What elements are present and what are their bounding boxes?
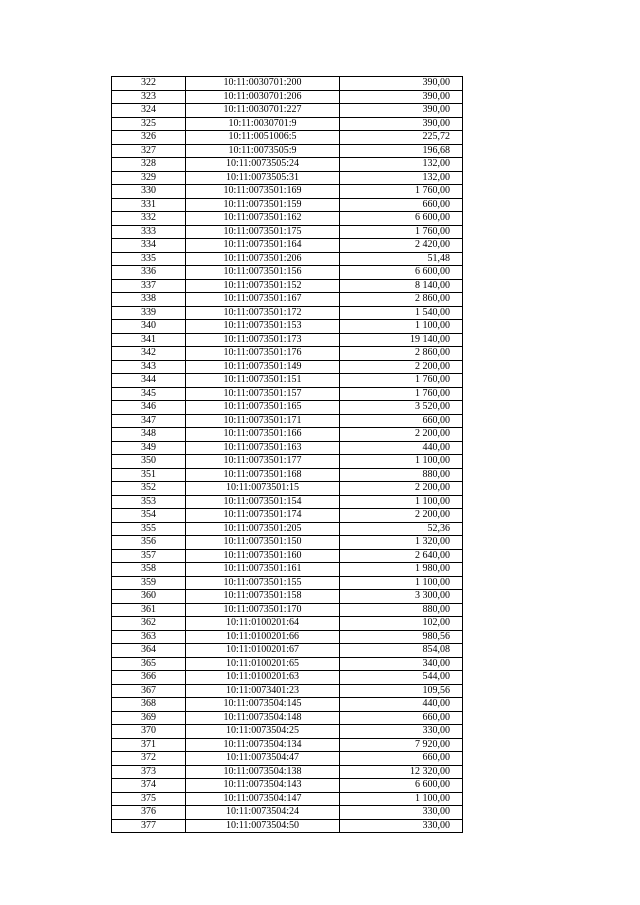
cadastral-number: 10:11:0073501:157 — [186, 387, 340, 401]
cadastral-number: 10:11:0073504:138 — [186, 765, 340, 779]
table-row — [112, 198, 463, 212]
land-plot-table — [111, 76, 463, 833]
row-number: 359 — [112, 576, 186, 590]
amount-value: 880,00 — [340, 603, 463, 617]
amount-value: 196,68 — [340, 144, 463, 158]
cadastral-number: 10:11:0100201:67 — [186, 644, 340, 658]
cadastral-number: 10:11:0073501:167 — [186, 293, 340, 307]
row-number: 372 — [112, 752, 186, 766]
table-row — [112, 509, 463, 523]
cadastral-number: 10:11:0073504:148 — [186, 711, 340, 725]
table-row — [112, 603, 463, 617]
cadastral-number: 10:11:0073501:150 — [186, 536, 340, 550]
table-row — [112, 144, 463, 158]
cadastral-number: 10:11:0073505:24 — [186, 158, 340, 172]
cadastral-number: 10:11:0073501:156 — [186, 266, 340, 280]
table-row — [112, 320, 463, 334]
table-row — [112, 576, 463, 590]
amount-value: 1 540,00 — [340, 306, 463, 320]
row-number: 360 — [112, 590, 186, 604]
amount-value: 390,00 — [340, 77, 463, 91]
row-number: 361 — [112, 603, 186, 617]
cadastral-number: 10:11:0100201:66 — [186, 630, 340, 644]
table-row — [112, 725, 463, 739]
row-number: 377 — [112, 819, 186, 833]
cadastral-number: 10:11:0073501:161 — [186, 563, 340, 577]
cadastral-number: 10:11:0073501:163 — [186, 441, 340, 455]
row-number: 369 — [112, 711, 186, 725]
row-number: 349 — [112, 441, 186, 455]
row-number: 323 — [112, 90, 186, 104]
amount-value: 660,00 — [340, 198, 463, 212]
row-number: 342 — [112, 347, 186, 361]
amount-value: 440,00 — [340, 441, 463, 455]
amount-value: 8 140,00 — [340, 279, 463, 293]
cadastral-number: 10:11:0073501:151 — [186, 374, 340, 388]
cadastral-number: 10:11:0073501:152 — [186, 279, 340, 293]
table-row — [112, 90, 463, 104]
table-row — [112, 792, 463, 806]
amount-value: 980,56 — [340, 630, 463, 644]
table-row — [112, 428, 463, 442]
table-row — [112, 752, 463, 766]
row-number: 333 — [112, 225, 186, 239]
amount-value: 2 200,00 — [340, 360, 463, 374]
row-number: 329 — [112, 171, 186, 185]
table-row — [112, 536, 463, 550]
cadastral-number: 10:11:0073501:173 — [186, 333, 340, 347]
cadastral-number: 10:11:0073505:9 — [186, 144, 340, 158]
row-number: 370 — [112, 725, 186, 739]
table-row — [112, 185, 463, 199]
amount-value: 1 760,00 — [340, 387, 463, 401]
table-row — [112, 657, 463, 671]
row-number: 338 — [112, 293, 186, 307]
cadastral-number: 10:11:0073501:158 — [186, 590, 340, 604]
row-number: 357 — [112, 549, 186, 563]
amount-value: 12 320,00 — [340, 765, 463, 779]
table-row — [112, 441, 463, 455]
table-row — [112, 414, 463, 428]
table-row — [112, 104, 463, 118]
table-body — [112, 77, 463, 833]
table-row — [112, 306, 463, 320]
cadastral-number: 10:11:0073501:170 — [186, 603, 340, 617]
cadastral-number: 10:11:0051006:5 — [186, 131, 340, 145]
amount-value: 2 860,00 — [340, 347, 463, 361]
table-row — [112, 360, 463, 374]
cadastral-number: 10:11:0073501:160 — [186, 549, 340, 563]
cadastral-number: 10:11:0073504:47 — [186, 752, 340, 766]
table-row — [112, 77, 463, 91]
amount-value: 2 200,00 — [340, 509, 463, 523]
row-number: 326 — [112, 131, 186, 145]
table-row — [112, 630, 463, 644]
table-row — [112, 779, 463, 793]
amount-value: 51,48 — [340, 252, 463, 266]
table-row — [112, 590, 463, 604]
amount-value: 1 320,00 — [340, 536, 463, 550]
table-row — [112, 765, 463, 779]
cadastral-number: 10:11:0073501:175 — [186, 225, 340, 239]
amount-value: 1 100,00 — [340, 320, 463, 334]
amount-value: 2 200,00 — [340, 482, 463, 496]
table-row — [112, 698, 463, 712]
amount-value: 440,00 — [340, 698, 463, 712]
cadastral-number: 10:11:0073504:24 — [186, 806, 340, 820]
table-row — [112, 239, 463, 253]
cadastral-number: 10:11:0073504:25 — [186, 725, 340, 739]
table-row — [112, 711, 463, 725]
cadastral-number: 10:11:0073504:147 — [186, 792, 340, 806]
cadastral-number: 10:11:0073501:153 — [186, 320, 340, 334]
row-number: 345 — [112, 387, 186, 401]
amount-value: 132,00 — [340, 171, 463, 185]
cadastral-number: 10:11:0073501:149 — [186, 360, 340, 374]
amount-value: 2 860,00 — [340, 293, 463, 307]
amount-value: 19 140,00 — [340, 333, 463, 347]
cadastral-number: 10:11:0073501:169 — [186, 185, 340, 199]
row-number: 371 — [112, 738, 186, 752]
amount-value: 109,56 — [340, 684, 463, 698]
table-row — [112, 738, 463, 752]
table-row — [112, 806, 463, 820]
cadastral-number: 10:11:0073504:134 — [186, 738, 340, 752]
amount-value: 132,00 — [340, 158, 463, 172]
cadastral-number: 10:11:0073501:177 — [186, 455, 340, 469]
cadastral-number: 10:11:0073504:145 — [186, 698, 340, 712]
cadastral-number: 10:11:0073501:165 — [186, 401, 340, 415]
amount-value: 7 920,00 — [340, 738, 463, 752]
amount-value: 660,00 — [340, 414, 463, 428]
amount-value: 2 200,00 — [340, 428, 463, 442]
table-row — [112, 468, 463, 482]
cadastral-number: 10:11:0073501:205 — [186, 522, 340, 536]
cadastral-number: 10:11:0073501:155 — [186, 576, 340, 590]
cadastral-number: 10:11:0073501:176 — [186, 347, 340, 361]
amount-value: 1 980,00 — [340, 563, 463, 577]
row-number: 364 — [112, 644, 186, 658]
amount-value: 3 300,00 — [340, 590, 463, 604]
row-number: 334 — [112, 239, 186, 253]
row-number: 340 — [112, 320, 186, 334]
table-row — [112, 279, 463, 293]
table-row — [112, 522, 463, 536]
row-number: 366 — [112, 671, 186, 685]
amount-value: 544,00 — [340, 671, 463, 685]
cadastral-number: 10:11:0073501:174 — [186, 509, 340, 523]
cadastral-number: 10:11:0073501:171 — [186, 414, 340, 428]
row-number: 374 — [112, 779, 186, 793]
table-row — [112, 212, 463, 226]
amount-value: 2 640,00 — [340, 549, 463, 563]
table-row — [112, 225, 463, 239]
row-number: 363 — [112, 630, 186, 644]
row-number: 330 — [112, 185, 186, 199]
table-row — [112, 617, 463, 631]
table-row — [112, 252, 463, 266]
amount-value: 660,00 — [340, 711, 463, 725]
amount-value: 1 100,00 — [340, 576, 463, 590]
amount-value: 3 520,00 — [340, 401, 463, 415]
cadastral-number: 10:11:0073501:164 — [186, 239, 340, 253]
amount-value: 1 100,00 — [340, 792, 463, 806]
amount-value: 6 600,00 — [340, 212, 463, 226]
row-number: 353 — [112, 495, 186, 509]
table-row — [112, 401, 463, 415]
cadastral-number: 10:11:0073501:166 — [186, 428, 340, 442]
row-number: 354 — [112, 509, 186, 523]
amount-value: 1 100,00 — [340, 455, 463, 469]
cadastral-number: 10:11:0073501:154 — [186, 495, 340, 509]
table-row — [112, 266, 463, 280]
cadastral-number: 10:11:0100201:63 — [186, 671, 340, 685]
table-row — [112, 158, 463, 172]
row-number: 368 — [112, 698, 186, 712]
cadastral-number: 10:11:0030701:200 — [186, 77, 340, 91]
cadastral-number: 10:11:0100201:64 — [186, 617, 340, 631]
row-number: 336 — [112, 266, 186, 280]
row-number: 337 — [112, 279, 186, 293]
row-number: 343 — [112, 360, 186, 374]
row-number: 358 — [112, 563, 186, 577]
cadastral-number: 10:11:0073401:23 — [186, 684, 340, 698]
row-number: 335 — [112, 252, 186, 266]
amount-value: 1 100,00 — [340, 495, 463, 509]
table-row — [112, 347, 463, 361]
row-number: 348 — [112, 428, 186, 442]
row-number: 351 — [112, 468, 186, 482]
row-number: 347 — [112, 414, 186, 428]
amount-value: 854,08 — [340, 644, 463, 658]
row-number: 332 — [112, 212, 186, 226]
cadastral-number: 10:11:0073501:15 — [186, 482, 340, 496]
row-number: 346 — [112, 401, 186, 415]
table-row — [112, 671, 463, 685]
amount-value: 390,00 — [340, 90, 463, 104]
row-number: 328 — [112, 158, 186, 172]
cadastral-number: 10:11:0073504:50 — [186, 819, 340, 833]
row-number: 350 — [112, 455, 186, 469]
amount-value: 102,00 — [340, 617, 463, 631]
row-number: 327 — [112, 144, 186, 158]
table-row — [112, 819, 463, 833]
cadastral-number: 10:11:0073501:168 — [186, 468, 340, 482]
row-number: 376 — [112, 806, 186, 820]
amount-value: 1 760,00 — [340, 374, 463, 388]
row-number: 322 — [112, 77, 186, 91]
amount-value: 330,00 — [340, 725, 463, 739]
row-number: 324 — [112, 104, 186, 118]
row-number: 356 — [112, 536, 186, 550]
cadastral-number: 10:11:0073501:206 — [186, 252, 340, 266]
cadastral-number: 10:11:0100201:65 — [186, 657, 340, 671]
row-number: 325 — [112, 117, 186, 131]
row-number: 341 — [112, 333, 186, 347]
row-number: 331 — [112, 198, 186, 212]
amount-value: 390,00 — [340, 104, 463, 118]
row-number: 344 — [112, 374, 186, 388]
row-number: 362 — [112, 617, 186, 631]
row-number: 373 — [112, 765, 186, 779]
row-number: 365 — [112, 657, 186, 671]
cadastral-number: 10:11:0073504:143 — [186, 779, 340, 793]
table-row — [112, 482, 463, 496]
cadastral-number: 10:11:0073505:31 — [186, 171, 340, 185]
table-row — [112, 293, 463, 307]
table-row — [112, 455, 463, 469]
cadastral-number: 10:11:0073501:172 — [186, 306, 340, 320]
amount-value: 390,00 — [340, 117, 463, 131]
cadastral-number: 10:11:0073501:159 — [186, 198, 340, 212]
table-row — [112, 171, 463, 185]
table-row — [112, 549, 463, 563]
table-row — [112, 333, 463, 347]
amount-value: 660,00 — [340, 752, 463, 766]
cadastral-number: 10:11:0073501:162 — [186, 212, 340, 226]
table-row — [112, 117, 463, 131]
amount-value: 225,72 — [340, 131, 463, 145]
table-row — [112, 131, 463, 145]
amount-value: 52,36 — [340, 522, 463, 536]
table-row — [112, 563, 463, 577]
cadastral-number: 10:11:0030701:227 — [186, 104, 340, 118]
amount-value: 1 760,00 — [340, 185, 463, 199]
amount-value: 880,00 — [340, 468, 463, 482]
amount-value: 330,00 — [340, 819, 463, 833]
amount-value: 330,00 — [340, 806, 463, 820]
amount-value: 6 600,00 — [340, 779, 463, 793]
row-number: 352 — [112, 482, 186, 496]
table-row — [112, 684, 463, 698]
amount-value: 340,00 — [340, 657, 463, 671]
row-number: 375 — [112, 792, 186, 806]
table-row — [112, 644, 463, 658]
row-number: 367 — [112, 684, 186, 698]
table-row — [112, 374, 463, 388]
amount-value: 1 760,00 — [340, 225, 463, 239]
row-number: 355 — [112, 522, 186, 536]
cadastral-number: 10:11:0030701:9 — [186, 117, 340, 131]
cadastral-number: 10:11:0030701:206 — [186, 90, 340, 104]
row-number: 339 — [112, 306, 186, 320]
table-row — [112, 495, 463, 509]
table-row — [112, 387, 463, 401]
amount-value: 6 600,00 — [340, 266, 463, 280]
amount-value: 2 420,00 — [340, 239, 463, 253]
